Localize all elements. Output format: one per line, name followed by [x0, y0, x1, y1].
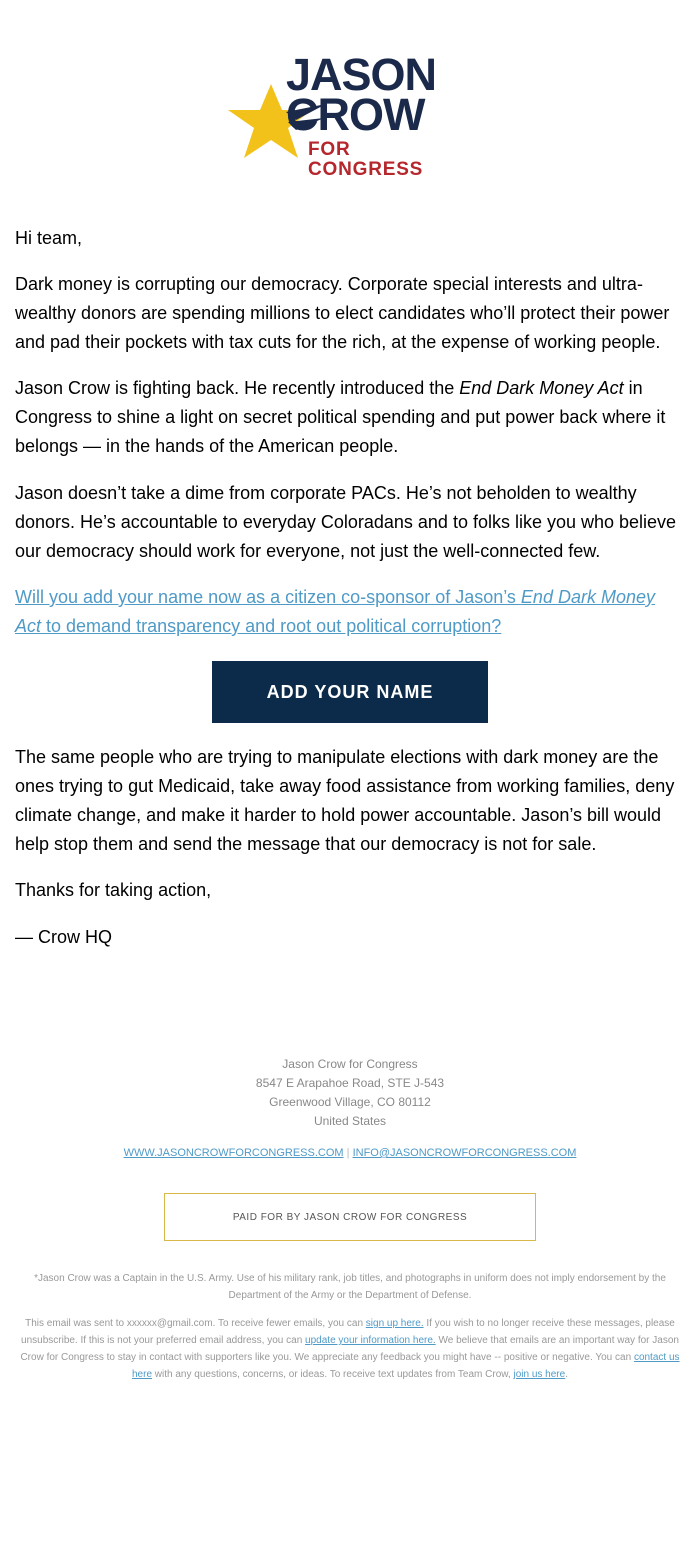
join-link[interactable]: join us here: [513, 1369, 566, 1380]
logo-line-jason: JASON: [286, 49, 437, 100]
cosponsor-paragraph: [15, 583, 685, 641]
footer-links: [0, 1147, 700, 1159]
update-info-link[interactable]: update your information here.: [305, 1335, 436, 1346]
military-disclaimer: *Jason Crow was a Captain in the U.S. Army. Use of his military rank, job titles, and photographs in uniform does not imply endorsement by the Department of the Army or the Department of Defense.: [34, 1273, 666, 1301]
paragraph-no-pacs: Jason doesn’t take a dime from corporate PACs. He’s not beholden to wealthy donors. He’s accountable to everyday Coloradans and to folks like you who believe our democracy should work for everyone, not just the well-connected few.: [15, 483, 677, 561]
website-link[interactable]: WWW.JASONCROWFORCONGRESS.COM: [123, 1147, 344, 1159]
add-your-name-button[interactable]: ADD YOUR NAME: [212, 661, 488, 723]
footer-street: 8547 E Arapahoe Road, STE J-543: [255, 1076, 445, 1090]
thanks-line: Thanks for taking action,: [15, 880, 212, 900]
paragraph-same-people: The same people who are trying to manipulate elections with dark money are the ones trying to gut Medicaid, take away food assistance from working families, deny climate change, and make it harder to hold power accountable. Jason’s bill would help stop them and send the message that our democracy is not for sale.: [15, 747, 675, 854]
footer-org: Jason Crow for Congress: [282, 1057, 418, 1071]
campaign-logo: [226, 49, 466, 180]
paid-for-box: PAID FOR BY JASON CROW FOR CONGRESS: [164, 1193, 536, 1241]
email-link[interactable]: INFO@JASONCROWFORCONGRESS.COM: [352, 1147, 577, 1159]
paragraph-dark-money: Dark money is corrupting our democracy. Corporate special interests and ultra-wealthy donors are spending millions to elect candidates who’ll protect their power and pad their pockets with tax cuts for the rich, at the expense of working people.: [15, 274, 670, 352]
bill-name: End Dark Money Act: [459, 378, 624, 398]
footer-country: United States: [313, 1114, 387, 1128]
logo-line-for-congress: FOR CONGRESS: [308, 139, 424, 180]
signup-link[interactable]: sign up here.: [365, 1318, 424, 1329]
paragraph-fighting-back: Jason Crow is fighting back. He recently introduced the End Dark Money Act in Congress to shine a light on secret political spending and put power back where it belongs — in the hands of the American people.: [15, 378, 666, 456]
contact-link[interactable]: contact us here: [132, 1352, 680, 1380]
logo-line-crow: CROW: [286, 89, 425, 140]
greeting: Hi team,: [15, 228, 83, 248]
footer-city: Greenwood Village, CO 80112: [269, 1095, 431, 1109]
signoff: — Crow HQ: [15, 927, 113, 947]
cosponsor-link[interactable]: Will you add your name now as a citizen co-sponsor of Jason’s End Dark Money Act to demand transparency and root out political corruption?: [15, 587, 655, 636]
email-notice: This email was sent to xxxxxx@gmail.com. To receive fewer emails, you can sign up here. If you wish to no longer receive these messages, please unsubscribe. If this is not your preferred email address, you can update your information here. We believe that emails are an important way for Jason Crow for Congress to stay in contact with supporters like you. We appreciate any feedback you might have -- positive or negative. You can contact us here with any questions, concerns, or ideas. To receive text updates from Team Crow, join us here.: [20, 1318, 680, 1380]
link-separator: |: [346, 1147, 350, 1159]
